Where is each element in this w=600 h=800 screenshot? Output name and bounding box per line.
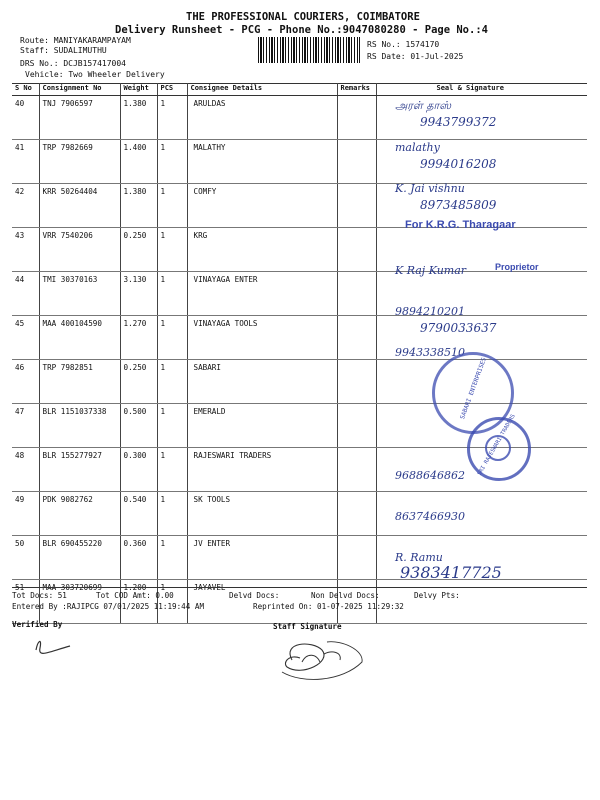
row-sno: 40 <box>12 96 39 140</box>
row-weight: 0.540 <box>120 492 157 536</box>
handwritten-name: 9688646862 <box>395 469 465 482</box>
row-consignee: SK TOOLS <box>187 492 337 536</box>
row-consignment-no: MAA 303720699 <box>39 580 120 624</box>
reprinted-on: Reprinted On: 01-07-2025 11:29:32 <box>253 602 404 611</box>
row-remarks <box>337 404 376 448</box>
table-row <box>12 492 587 536</box>
staff-signature-label: Staff Signature <box>273 622 342 631</box>
row-consignment-no: MAA 400104590 <box>39 316 120 360</box>
row-remarks <box>337 316 376 360</box>
tot-cod-amt: Tot COD Amt: 0.00 <box>96 591 174 600</box>
row-remarks <box>337 96 376 140</box>
row-sno: 50 <box>12 536 39 580</box>
footer-divider <box>12 587 587 588</box>
row-sno: 44 <box>12 272 39 316</box>
row-remarks <box>337 448 376 492</box>
row-sno: 41 <box>12 140 39 184</box>
row-consignment-no: TMI 30370163 <box>39 272 120 316</box>
rs-date: RS Date: 01-Jul-2025 <box>367 52 464 61</box>
row-pcs: 1 <box>157 404 187 448</box>
row-weight: 1.380 <box>120 96 157 140</box>
row-sno: 43 <box>12 228 39 272</box>
row-weight: 0.250 <box>120 228 157 272</box>
row-consignee: SABARI <box>187 360 337 404</box>
handwritten-phone: 9383417725 <box>400 563 502 582</box>
col-remarks: Remarks <box>337 84 376 96</box>
col-seal-signature: Seal & Signature <box>376 84 587 96</box>
row-sno: 46 <box>12 360 39 404</box>
row-weight: 1.270 <box>120 316 157 360</box>
row-pcs: 1 <box>157 360 187 404</box>
handwritten-name: 9943338510 <box>395 346 465 359</box>
row-weight: 1.400 <box>120 140 157 184</box>
handwritten-phone: 9994016208 <box>420 157 497 171</box>
row-consignment-no: BLR 690455220 <box>39 536 120 580</box>
col-pcs: PCS <box>157 84 187 96</box>
row-consignee: EMERALD <box>187 404 337 448</box>
row-weight: 0.360 <box>120 536 157 580</box>
row-weight: 0.500 <box>120 404 157 448</box>
row-weight: 0.300 <box>120 448 157 492</box>
row-consignee: COMFY <box>187 184 337 228</box>
row-consignment-no: KRR 50264404 <box>39 184 120 228</box>
verified-by-label: Verified By <box>12 620 63 629</box>
verified-signature-icon <box>30 630 90 660</box>
row-pcs: 1 <box>157 96 187 140</box>
row-pcs: 1 <box>157 140 187 184</box>
row-pcs: 1 <box>157 536 187 580</box>
company-title: THE PROFESSIONAL COURIERS, COIMBATORE <box>186 11 420 23</box>
row-sno: 49 <box>12 492 39 536</box>
handwritten-name: 8637466930 <box>395 510 465 523</box>
delvy-pts: Delvy Pts: <box>414 591 460 600</box>
table-row <box>12 140 587 184</box>
barcode-icon <box>258 37 360 63</box>
row-weight: 1.200 <box>120 580 157 624</box>
entered-by: Entered By :RAJIPCG 07/01/2025 11:19:44 AM <box>12 602 205 611</box>
row-consignment-no: TRP 7982851 <box>39 360 120 404</box>
row-remarks <box>337 272 376 316</box>
row-consignee: JAYAVEL <box>187 580 337 624</box>
row-pcs: 1 <box>157 316 187 360</box>
row-pcs: 1 <box>157 272 187 316</box>
row-consignee: VINAYAGA TOOLS <box>187 316 337 360</box>
row-weight: 3.130 <box>120 272 157 316</box>
row-consignment-no: VRR 7540206 <box>39 228 120 272</box>
sabari-seal-icon: SABARI ENTERPRISES <box>432 352 514 434</box>
row-pcs: 1 <box>157 184 187 228</box>
staff-signature-icon <box>272 632 372 687</box>
row-consignee: JV ENTER <box>187 536 337 580</box>
handwritten-name: malathy <box>395 141 440 154</box>
row-sno: 42 <box>12 184 39 228</box>
runsheet-subtitle: Delivery Runsheet - PCG - Phone No.:9047080280 - Page No.:4 <box>115 24 488 36</box>
col-sno: S No <box>12 84 39 96</box>
row-consignment-no: TNJ 7906597 <box>39 96 120 140</box>
rajeswari-seal-icon: SRI RAJESWARI TRADERS <box>467 417 531 481</box>
col-weight: Weight <box>120 84 157 96</box>
row-consignment-no: TRP 7982669 <box>39 140 120 184</box>
row-remarks <box>337 492 376 536</box>
handwritten-name: K Raj Kumar <box>395 264 467 277</box>
row-weight: 1.380 <box>120 184 157 228</box>
row-pcs: 1 <box>157 580 187 624</box>
handwritten-name: K. Jai vishnu <box>395 182 465 195</box>
row-remarks <box>337 536 376 580</box>
rs-number: RS No.: 1574170 <box>367 40 440 49</box>
handwritten-phone: 8973485809 <box>420 198 497 212</box>
row-pcs: 1 <box>157 492 187 536</box>
row-remarks <box>337 184 376 228</box>
tot-docs: Tot Docs: 51 <box>12 591 67 600</box>
row-consignment-no: BLR 155277927 <box>39 448 120 492</box>
row-consignment-no: PDK 9082762 <box>39 492 120 536</box>
row-consignee: RAJESWARI TRADERS <box>187 448 337 492</box>
row-sno: 51 <box>12 580 39 624</box>
row-pcs: 1 <box>157 228 187 272</box>
handwritten-phone: 9943799372 <box>420 115 497 129</box>
row-sno: 48 <box>12 448 39 492</box>
staff-label: Staff: SUDALIMUTHU <box>20 46 107 55</box>
non-delvd-docs: Non Delvd Docs: <box>311 591 380 600</box>
route-label: Route: MANIYAKARAMPAYAM <box>20 36 131 45</box>
col-consignee: Consignee Details <box>187 84 337 96</box>
row-remarks <box>337 360 376 404</box>
runsheet-table <box>12 83 587 624</box>
table-row <box>12 316 587 360</box>
handwritten-name: For K.R.G. Tharagaar <box>405 219 516 231</box>
row-remarks <box>337 140 376 184</box>
delvd-docs: Delvd Docs: <box>229 591 280 600</box>
row-consignee: ARULDAS <box>187 96 337 140</box>
handwritten-phone: Proprietor <box>495 262 539 272</box>
handwritten-phone: 9790033637 <box>420 321 497 335</box>
row-consignment-no: BLR 1151037338 <box>39 404 120 448</box>
row-weight: 0.250 <box>120 360 157 404</box>
handwritten-name: அரள் தாஸ் <box>395 99 452 112</box>
row-consignee: VINAYAGA ENTER <box>187 272 337 316</box>
row-pcs: 1 <box>157 448 187 492</box>
row-sno: 45 <box>12 316 39 360</box>
row-remarks <box>337 228 376 272</box>
handwritten-name: R. Ramu <box>395 551 443 564</box>
col-consignment: Consignment No <box>39 84 120 96</box>
table-row <box>12 272 587 316</box>
table-row <box>12 96 587 140</box>
row-consignee: MALATHY <box>187 140 337 184</box>
table-header-row <box>12 84 587 96</box>
row-sno: 47 <box>12 404 39 448</box>
drs-number: DRS No.: DCJB157417004 <box>20 59 126 68</box>
row-consignee: KRG <box>187 228 337 272</box>
handwritten-name: 9894210201 <box>395 305 465 318</box>
vehicle-label: Vehicle: Two Wheeler Delivery <box>25 70 165 79</box>
